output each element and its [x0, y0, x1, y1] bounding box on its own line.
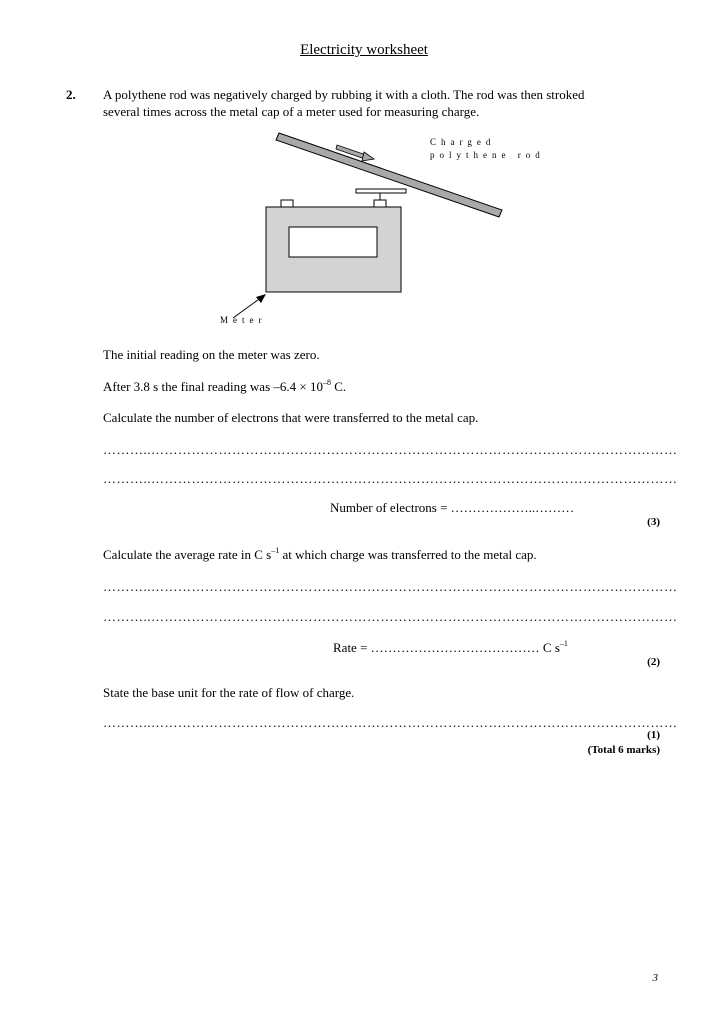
part-a-marks: (3) — [647, 516, 660, 528]
part-b-instruction-rest: at which charge was transferred to the metal cap. — [279, 547, 537, 562]
part-c-marks: (1) — [647, 729, 660, 741]
question-intro-line-1: A polythene rod was negatively charged by rubbing it with a cloth. The rod was then stroked — [103, 87, 585, 102]
rate-result-exponent: –1 — [559, 639, 568, 648]
worksheet-title: Electricity worksheet — [300, 42, 428, 58]
part-a-answer-line-1[interactable]: ………..……………………………………………………………………………………………………… — [103, 442, 678, 457]
part-a-answer-line-2[interactable]: ………..……………………………………………………………………………………………………… — [103, 471, 678, 486]
final-reading-main: After 3.8 s the final reading was –6.4 × 10 — [103, 379, 323, 394]
meter-display — [289, 227, 377, 257]
part-b-instruction-main: Calculate the average rate in C s — [103, 547, 272, 562]
final-reading-exponent: –8 — [322, 378, 331, 387]
rate-result-main: Rate = ………………………………… C s — [333, 640, 560, 655]
electrons-result-field[interactable]: Number of electrons = ………………..……… — [330, 500, 575, 515]
part-b-answer-line-1[interactable]: ………..……………………………………………………………………………………………………… — [103, 579, 678, 594]
question-number: 2. — [66, 87, 76, 102]
part-b-marks: (2) — [647, 656, 660, 668]
question-intro-line-2: several times across the metal cap of a meter used for measuring charge. — [103, 104, 480, 119]
part-c-instruction: State the base unit for the rate of flow of charge. — [103, 685, 355, 700]
part-b-answer-line-2[interactable]: ………..……………………………………………………………………………………………………… — [103, 609, 678, 624]
part-a-instruction: Calculate the number of electrons that were transferred to the metal cap. — [103, 410, 479, 425]
total-marks: (Total 6 marks) — [587, 744, 660, 756]
final-reading-text — [103, 379, 346, 395]
part-b-instruction — [103, 547, 537, 563]
rod-label-line-2: polythene rod — [430, 150, 545, 160]
page-number: 3 — [652, 972, 658, 984]
rate-result-field[interactable] — [333, 640, 568, 656]
initial-reading-text: The initial reading on the meter was zero. — [103, 347, 320, 362]
meter-label: Meter — [220, 315, 267, 325]
rod-label-line-1: Charged — [430, 137, 496, 147]
part-b-instruction-exponent: –1 — [271, 546, 280, 555]
part-c-answer-line-1[interactable]: ………..……………………………………………………………………………………………………… — [103, 715, 678, 730]
meter-terminal-right — [374, 200, 386, 207]
charge-meter-diagram — [0, 0, 728, 340]
meter-terminal-left — [281, 200, 293, 207]
final-reading-unit: C. — [330, 379, 347, 394]
metal-cap — [356, 189, 406, 193]
